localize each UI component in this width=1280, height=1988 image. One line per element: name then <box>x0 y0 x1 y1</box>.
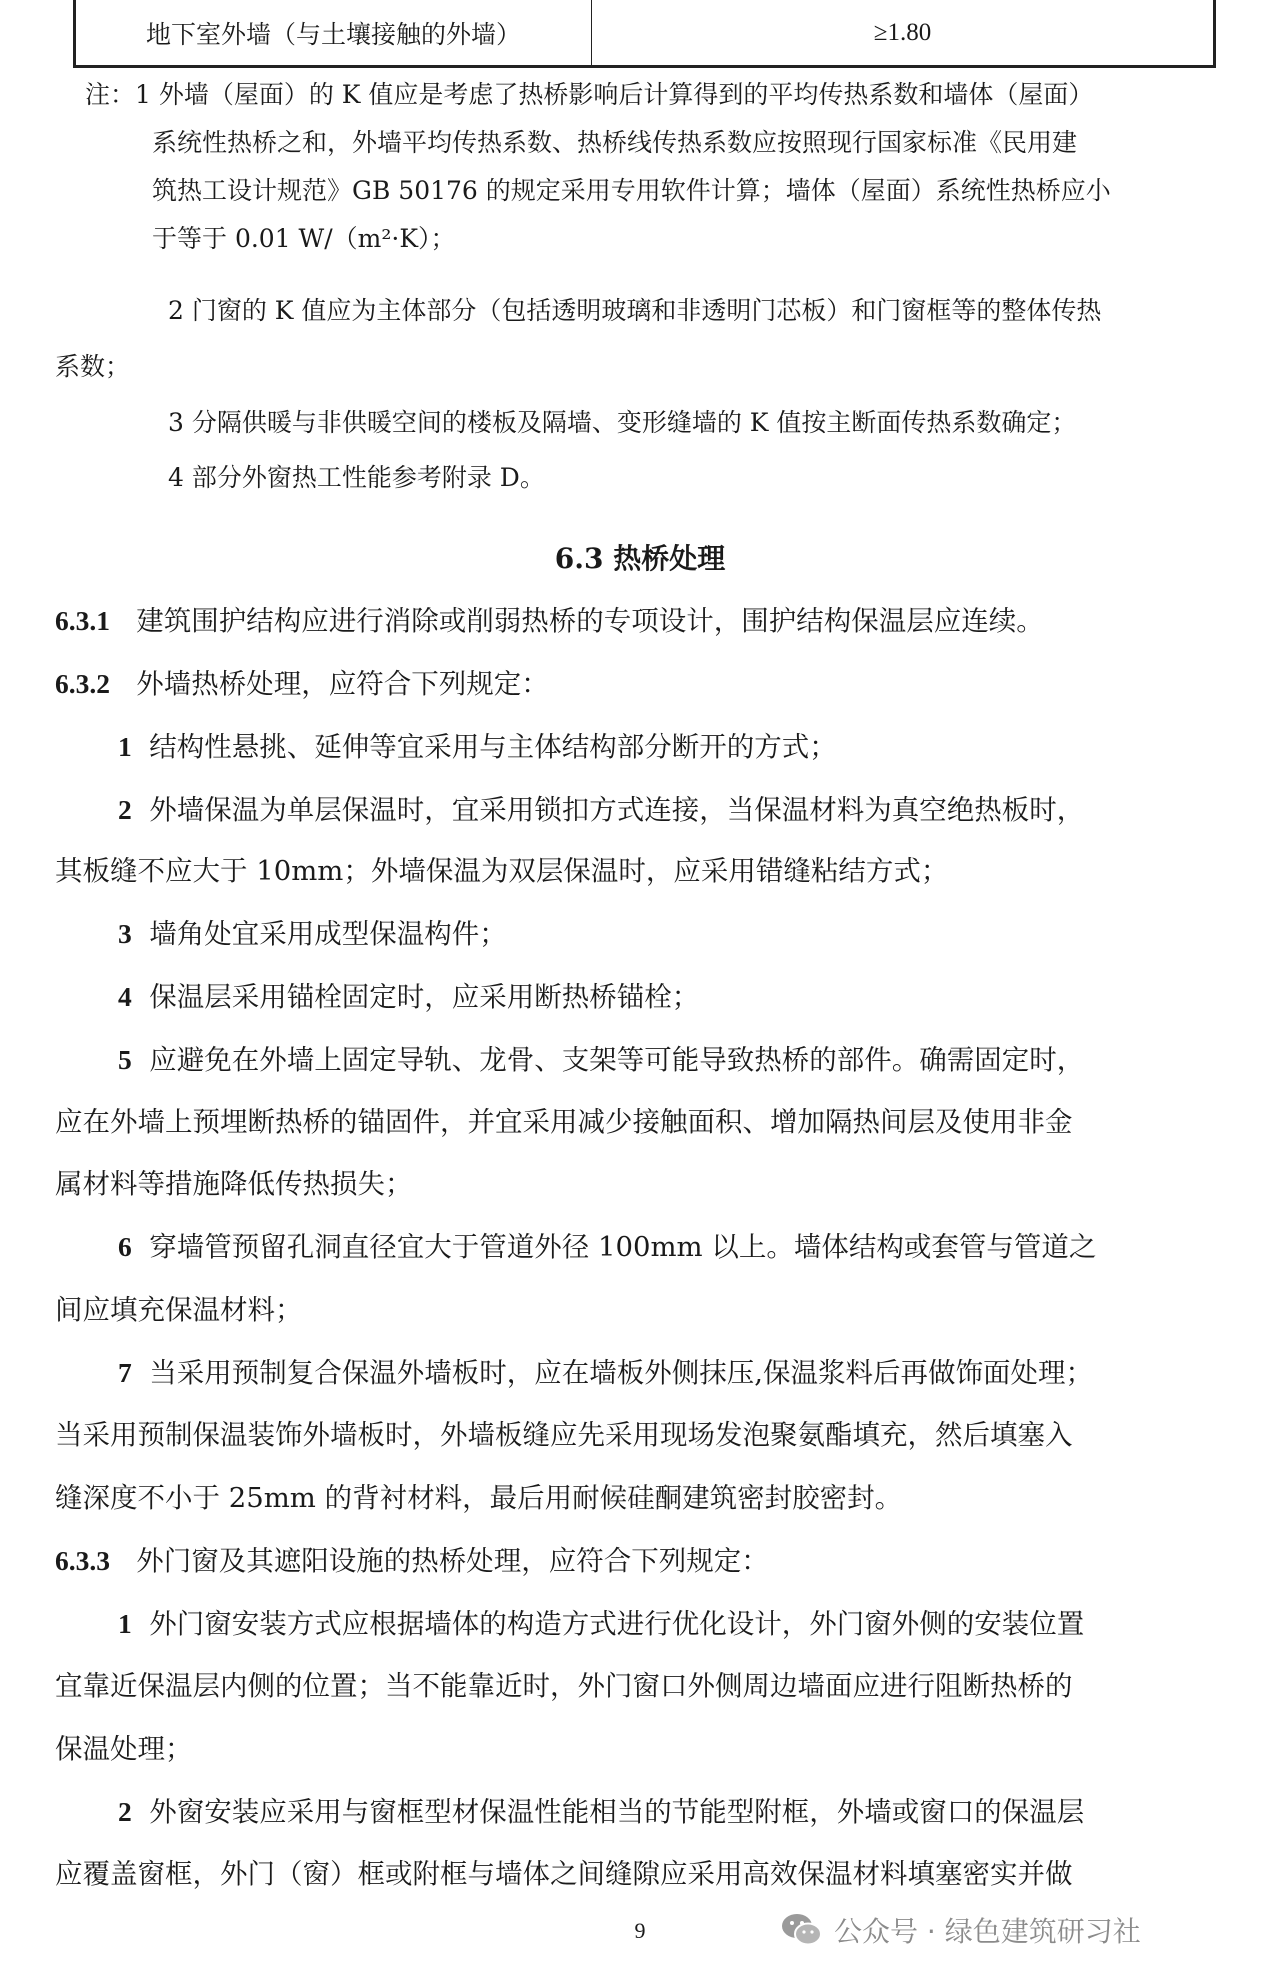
note-1-line-3: 筑热工设计规范》GB 50176 的规定采用专用软件计算；墙体（屋面）系统性热桥应小 <box>152 176 1111 205</box>
item-number: 1 <box>118 1608 132 1639</box>
clause-number: 6.3.1 <box>55 605 110 636</box>
table-cell-label: 地下室外墙（与土壤接触的外墙） <box>76 0 592 65</box>
window-item-2-line-2: 应覆盖窗框，外门（窗）框或附框与墙体之间缝隙应采用高效保温材料填塞密实并做 <box>55 1858 1073 1890</box>
watermark <box>780 1908 1141 1952</box>
section-heading: 6.3 热桥处理 <box>554 542 726 575</box>
item-text: 应避免在外墙上固定导轨、龙骨、支架等可能导致热桥的部件。确需固定时， <box>149 1044 1085 1076</box>
item-text: 外窗安装应采用与窗框型材保温性能相当的节能型附框，外墙或窗口的保温层 <box>149 1796 1085 1828</box>
list-item-5-line-1 <box>118 1043 1084 1077</box>
item-number: 4 <box>118 981 132 1012</box>
list-item-2-line-2: 其板缝不应大于 10mm；外墙保温为双层保温时，应采用错缝粘结方式； <box>55 855 949 887</box>
list-item-7-line-2: 当采用预制保温装饰外墙板时，外墙板缝应先采用现场发泡聚氨酯填充，然后填塞入 <box>55 1419 1073 1451</box>
list-item-6-line-2: 间应填充保温材料； <box>55 1294 303 1326</box>
window-item-2-line-1 <box>118 1795 1084 1829</box>
note-2-line-2: 系数； <box>55 352 131 381</box>
clause-6-3-2 <box>55 667 549 701</box>
page-number: 9 <box>634 1918 646 1943</box>
item-number: 6 <box>118 1231 132 1262</box>
list-item-5-line-3: 属材料等措施降低传热损失； <box>55 1168 413 1200</box>
item-text: 外门窗安装方式应根据墙体的构造方式进行优化设计，外门窗外侧的安装位置 <box>149 1608 1085 1640</box>
window-item-1-line-1 <box>118 1607 1084 1641</box>
note-1-line-2: 系统性热桥之和，外墙平均传热系数、热桥线传热系数应按照现行国家标准《民用建 <box>152 128 1078 157</box>
list-item-3 <box>118 917 507 951</box>
clause-number: 6.3.2 <box>55 668 110 699</box>
note-1-line-1: 注：1 外墙（屋面）的 K 值应是考虑了热桥影响后计算得到的平均传热系数和墙体（屋面） <box>85 80 1094 109</box>
item-number: 1 <box>118 731 132 762</box>
list-item-4 <box>118 980 699 1014</box>
item-number: 3 <box>118 918 132 949</box>
wechat-icon <box>780 1910 824 1950</box>
note-3: 3 分隔供暖与非供暖空间的楼板及隔墙、变形缝墙的 K 值按主断面传热系数确定； <box>168 408 1077 437</box>
window-item-1-line-3: 保温处理； <box>55 1733 193 1765</box>
watermark-text: 公众号 · 绿色建筑研习社 <box>834 1915 1141 1948</box>
table-cell-value: ≥1.80 <box>873 18 932 46</box>
clause-text: 外门窗及其遮阳设施的热桥处理，应符合下列规定： <box>136 1545 769 1577</box>
clause-text: 外墙热桥处理，应符合下列规定： <box>136 668 549 700</box>
item-text: 外墙保温为单层保温时，宜采用锁扣方式连接，当保温材料为真空绝热板时， <box>149 794 1085 826</box>
window-item-1-line-2: 宜靠近保温层内侧的位置；当不能靠近时，外门窗口外侧周边墙面应进行阻断热桥的 <box>55 1670 1073 1702</box>
item-number: 5 <box>118 1044 132 1075</box>
list-item-1 <box>118 730 837 764</box>
list-item-6-line-1 <box>118 1230 1096 1264</box>
clause-number: 6.3.3 <box>55 1545 110 1576</box>
item-text: 结构性悬挑、延伸等宜采用与主体结构部分断开的方式； <box>149 731 837 763</box>
k-value-table-fragment <box>73 0 1216 68</box>
note-1-line-4: 于等于 0.01 W/（m²·K）； <box>152 224 456 253</box>
clause-text: 建筑围护结构应进行消除或削弱热桥的专项设计，围护结构保温层应连续。 <box>136 605 1044 637</box>
list-item-2-line-1 <box>118 793 1084 827</box>
list-item-5-line-2: 应在外墙上预埋断热桥的锚固件，并宜采用减少接触面积、增加隔热间层及使用非金 <box>55 1106 1073 1138</box>
item-number: 7 <box>118 1357 132 1388</box>
item-text: 当采用预制复合保温外墙板时，应在墙板外侧抹压,保温浆料后再做饰面处理； <box>149 1357 1093 1389</box>
item-text: 墙角处宜采用成型保温构件； <box>149 918 507 950</box>
clause-6-3-1 <box>55 604 1044 638</box>
list-item-7-line-3: 缝深度不小于 25mm 的背衬材料，最后用耐候硅酮建筑密封胶密封。 <box>55 1482 903 1514</box>
clause-6-3-3 <box>55 1544 769 1578</box>
item-text: 保温层采用锚栓固定时，应采用断热桥锚栓； <box>149 981 700 1013</box>
item-number: 2 <box>118 794 132 825</box>
item-number: 2 <box>118 1796 132 1827</box>
note-4: 4 部分外窗热工性能参考附录 D。 <box>168 463 545 492</box>
item-text: 穿墙管预留孔洞直径宜大于管道外径 100mm 以上。墙体结构或套管与管道之 <box>149 1231 1097 1263</box>
note-2-line-1: 2 门窗的 K 值应为主体部分（包括透明玻璃和非透明门芯板）和门窗框等的整体传热 <box>168 296 1102 325</box>
list-item-7-line-1 <box>118 1356 1093 1390</box>
